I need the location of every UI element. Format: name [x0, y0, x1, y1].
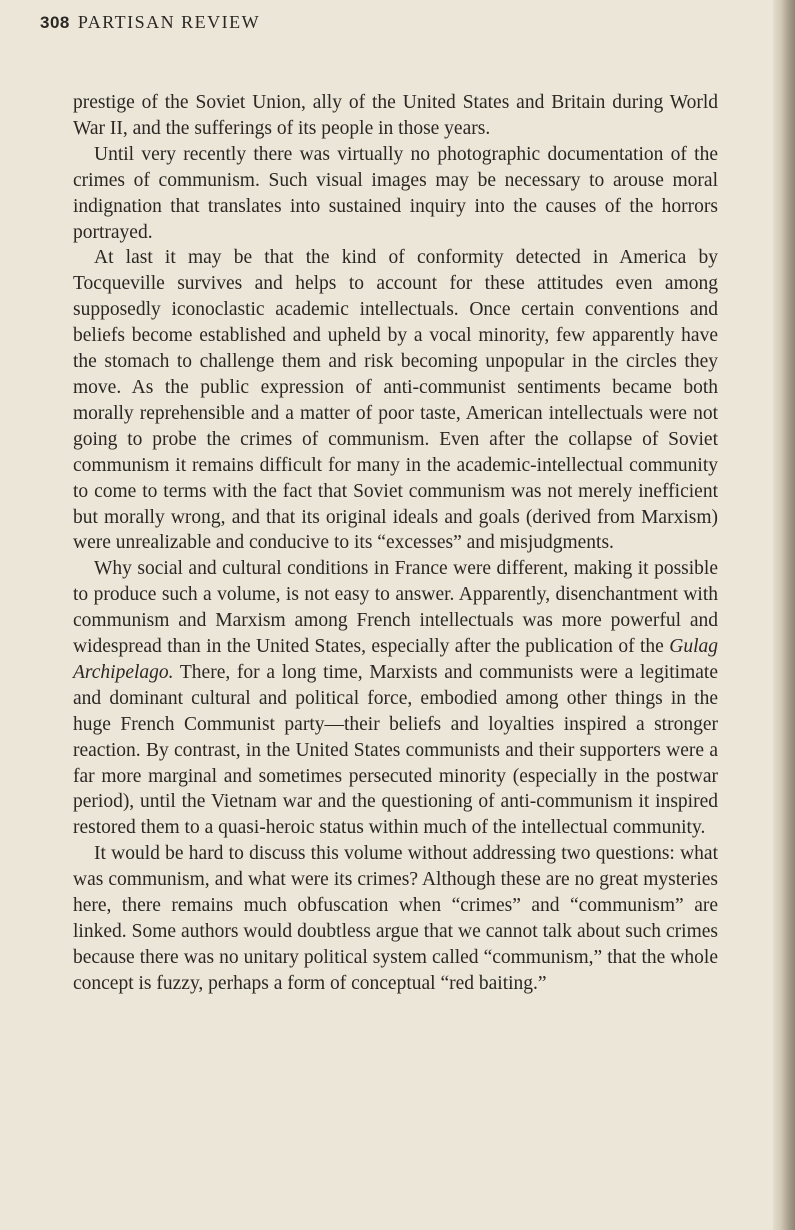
running-header: [40, 12, 260, 33]
article-body: [73, 90, 718, 997]
paragraph-france: [73, 556, 718, 841]
paragraph-photographic-documentation: Until very recently there was virtually no photographic documentation of the crimes of communism. Such visual images may be necessary to arouse moral indignation that translates into sustained inquiry into the causes of the horrors portrayed.: [73, 143, 718, 243]
book-title-gulag-archipelago: Gulag Archipelago.: [73, 636, 718, 683]
journal-title: PARTISAN REVIEW: [77, 12, 261, 32]
paragraph-conformity: At last it may be that the kind of conformity detected in America by Tocqueville survives and helps to account for these attitudes even among supposedly iconoclastic academic intellectuals. Once certain conventions and beliefs become established and upheld by a vocal minority, few apparently have the stomach to challenge them and risk becoming unpopular in the circles they move. As the public expression of anti-communist sentiments became both morally reprehensible and a matter of poor taste, American intellectuals were not going to probe the crimes of communism. Even after the collapse of Soviet communism it remains difficult for many in the academic-intellectual community to come to terms with the fact that Soviet communism was not merely inefficient but morally wrong, and that its original ideals and goals (derived from Marxism) were unrealizable and conducive to its “excesses” and misjudgments.: [73, 247, 718, 554]
paragraph-continued: prestige of the Soviet Union, ally of the United States and Britain during World War II, and the sufferings of its people in those years.: [73, 92, 718, 139]
paragraph-france-text-after: There, for a long time, Marxists and communists were a legitimate and dominant cultural and political force, embodied among other things in the huge French Communist party—their beliefs and loyalties inspired a stronger reaction. By contrast, in the United States communists and their supporters were a far more marginal and sometimes persecuted minority (especially in the postwar period), until the Vietnam war and the questioning of anti-communism it inspired restored them to a quasi-heroic status within much of the intellectual community.: [73, 661, 718, 839]
paragraph-france-text-before: Why social and cultural conditions in France were different, making it possible to produce such a volume, is not easy to answer. Apparently, disenchantment with communism and Marxism among French intellectuals was more powerful and widespread than in the United States, especially after the publication of the: [73, 558, 718, 658]
page-binding-edge: [773, 0, 795, 1230]
paragraph-what-was-communism: It would be hard to discuss this volume without addressing two questions: what was communism, and what were its crimes? Although these are no great mysteries here, there remains much obfuscation when “crimes” and “communism” are linked. Some authors would doubtless argue that we cannot talk about such crimes because there was no unitary political system called “communism,” that the whole concept is fuzzy, perhaps a form of conceptual “red baiting.”: [73, 843, 718, 994]
page-number: 308: [40, 13, 70, 32]
